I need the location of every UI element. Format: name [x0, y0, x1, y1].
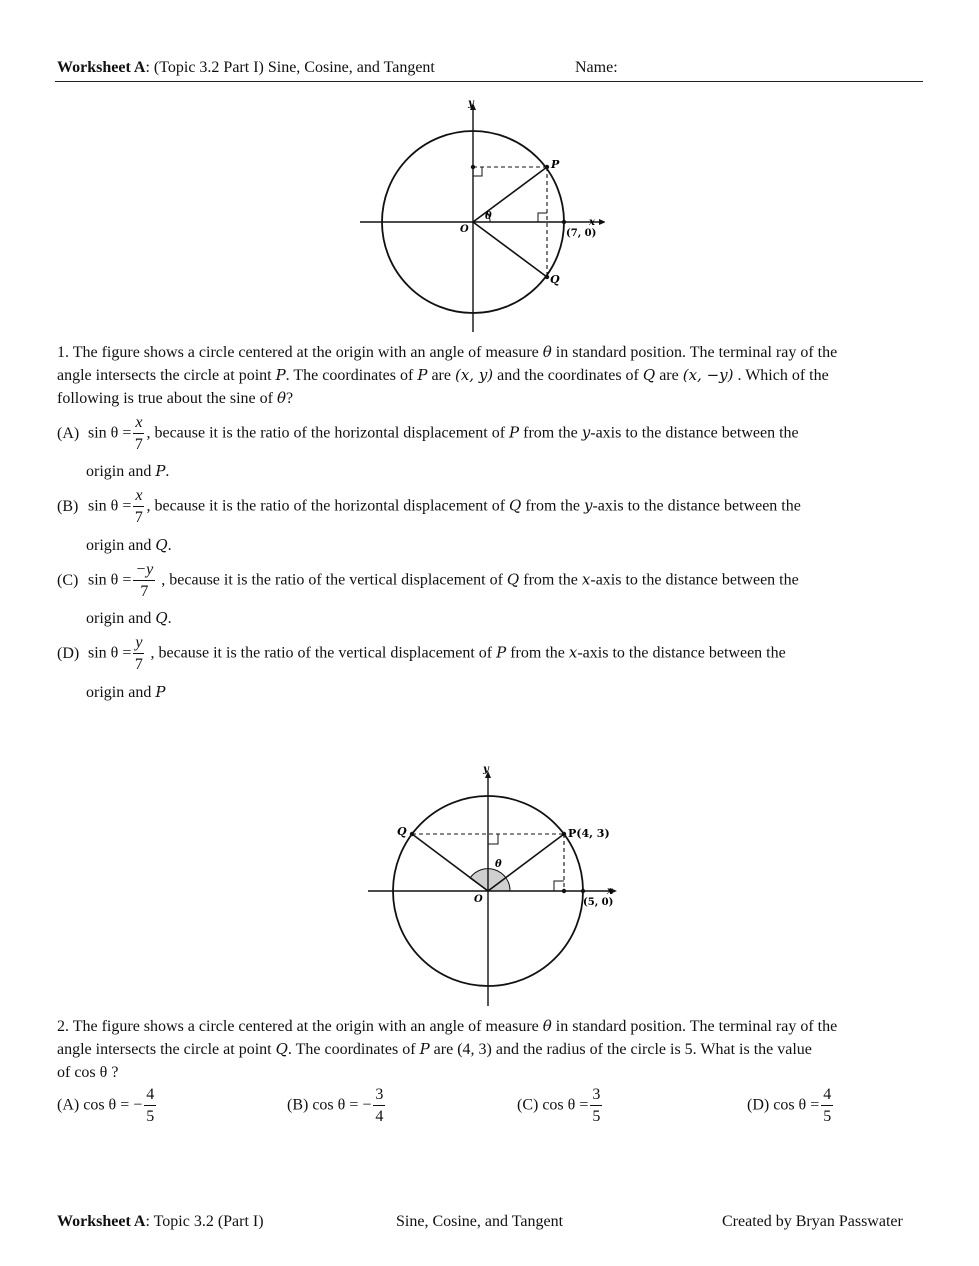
- y-label: y: [483, 764, 489, 775]
- ray-oq: [473, 222, 547, 277]
- header-divider: [55, 81, 923, 82]
- figure-2-unit-circle: [363, 760, 619, 1010]
- y-label: y: [468, 98, 474, 109]
- point-q-label: Q: [397, 825, 407, 838]
- footer-center: Sine, Cosine, and Tangent: [396, 1213, 564, 1230]
- q1-option-a[interactable]: (A) sin θ = $\frac{x}{7}$ , because it is the ratio of the horizontal displacement of P from the y-axis to the distance between the: [57, 414, 799, 453]
- q1-option-d[interactable]: (D) sin θ = $\frac{y}{7}$ , because it is the ratio of the vertical displacement of P from the x-axis to the distance between the: [57, 634, 786, 673]
- q1-option-a-continued: origin and P.: [86, 462, 170, 480]
- name-label: Name:: [575, 59, 618, 76]
- q1-option-d-continued: origin and P: [86, 683, 166, 701]
- q1-option-b[interactable]: (B) sin θ = $\frac{x}{7}$ , because it is the ratio of the horizontal displacement of Q from the y-axis to the distance between the: [57, 487, 801, 526]
- x-label: x: [589, 217, 595, 228]
- figure-1-unit-circle: [355, 92, 605, 337]
- question-2-text: 2. The figure shows a circle centered at the origin with an angle of measure θ in standard position. The terminal ray of the angle intersects the circle at point Q. The coordinates of P are (4, 3) and the radius of the circle is 5. What is the value of cos θ ?: [57, 1017, 838, 1081]
- worksheet-title: Worksheet A: (Topic 3.2 Part I) Sine, Cosine, and Tangent: [57, 59, 435, 76]
- q2-option-c[interactable]: (C) cos θ = $\frac{3}{5}$: [517, 1086, 601, 1125]
- point-50-label: (5, 0): [583, 897, 614, 908]
- right-angle-mark: [488, 834, 498, 844]
- question-1-text: 1. The figure shows a circle centered at the origin with an angle of measure θ in standard position. The terminal ray of the angle intersects the circle at point P. The coordinates of P are (x, y) and the coordinates of Q are (x, −y) . Which of the following is true about the sine of θ?: [57, 343, 838, 407]
- point-70-label: (7, 0): [566, 228, 597, 239]
- q2-option-a[interactable]: (A) cos θ = − $\frac{4}{5}$: [57, 1086, 155, 1125]
- point-p-label: P: [551, 158, 560, 171]
- q1-option-c-continued: origin and Q.: [86, 609, 172, 627]
- q2-option-b[interactable]: (B) cos θ = − $\frac{3}{4}$: [287, 1086, 384, 1125]
- angle-label: θ: [495, 859, 502, 870]
- q2-option-d[interactable]: (D) cos θ = $\frac{4}{5}$: [747, 1086, 832, 1125]
- q1-option-b-continued: origin and Q.: [86, 536, 172, 554]
- q1-option-c[interactable]: (C) sin θ = $\frac{-y}{7}$ , because it is the ratio of the vertical displacement of Q from the x-axis to the distance between the: [57, 561, 799, 600]
- right-angle-mark: [538, 213, 547, 222]
- angle-label: θ: [485, 211, 492, 222]
- origin-label: O: [474, 894, 483, 905]
- footer-right: Created by Bryan Passwater: [722, 1213, 903, 1230]
- point-q-label: Q: [550, 273, 560, 286]
- origin-label: O: [460, 224, 469, 235]
- point-p-label: P(4, 3): [568, 827, 610, 840]
- x-label: x: [607, 886, 613, 897]
- ray-oq: [412, 834, 488, 891]
- footer-left: Worksheet A: Topic 3.2 (Part I): [57, 1213, 264, 1230]
